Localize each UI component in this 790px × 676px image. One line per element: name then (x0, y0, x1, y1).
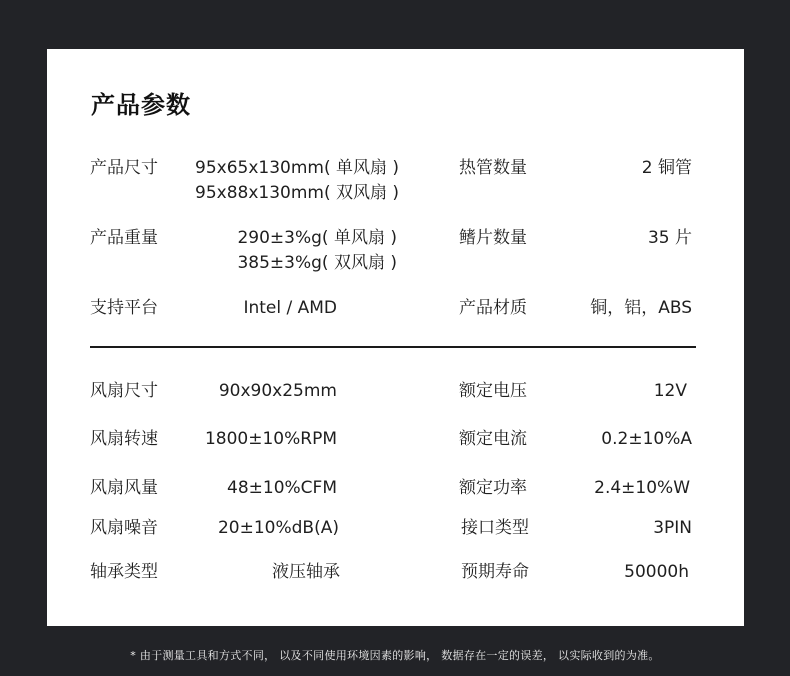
bearing-label: 轴承类型 (90, 562, 158, 582)
noise-label: 风扇噪音 (90, 518, 158, 538)
noise-value: 20±10%dB(A) (217, 518, 339, 538)
fan-speed-label: 风扇转速 (90, 429, 158, 449)
current-value: 0.2±10%A (601, 429, 692, 449)
lifespan-value: 50000h (624, 562, 689, 582)
size-single-value: 95x65x130mm( 单风扇 ) (195, 158, 400, 178)
heatpipe-value: 2 铜管 (641, 158, 692, 178)
connector-label: 接口类型 (461, 518, 529, 538)
fins-label: 鳍片数量 (459, 228, 527, 248)
airflow-label: 风扇风量 (90, 478, 158, 498)
fan-size-label: 风扇尺寸 (90, 381, 158, 401)
section-divider (90, 346, 696, 348)
heatpipe-label: 热管数量 (459, 158, 527, 178)
spec-card (47, 49, 744, 626)
weight-dual-value: 385±3%g( 双风扇 ) (237, 253, 397, 273)
voltage-label: 额定电压 (459, 381, 527, 401)
fan-size-value: 90x90x25mm (218, 381, 337, 401)
platform-label: 支持平台 (90, 298, 158, 318)
weight-label: 产品重量 (90, 228, 158, 248)
size-dual-value: 95x88x130mm( 双风扇 ) (195, 183, 400, 203)
airflow-value: 48±10%CFM (227, 478, 337, 498)
size-label: 产品尺寸 (90, 158, 158, 178)
lifespan-label: 预期寿命 (461, 562, 529, 582)
platform-value: Intel / AMD (243, 298, 337, 318)
power-label: 额定功率 (459, 478, 527, 498)
weight-single-value: 290±3%g( 单风扇 ) (237, 228, 397, 248)
fins-value: 35 片 (647, 228, 692, 248)
power-value: 2.4±10%W (594, 478, 690, 498)
bearing-value: 液压轴承 (272, 562, 340, 582)
page-title: 产品参数 (91, 91, 191, 119)
disclaimer-footnote: * 由于测量工具和方式不同， 以及不同使用环境因素的影响， 数据存在一定的误差， 以实际收到的为准。 (130, 649, 660, 662)
material-label: 产品材质 (459, 298, 527, 318)
material-value: 铜，铝，ABS (590, 298, 692, 318)
fan-speed-value: 1800±10%RPM (204, 429, 337, 449)
voltage-value: 12V (653, 381, 687, 401)
current-label: 额定电流 (459, 429, 527, 449)
connector-value: 3PIN (653, 518, 692, 538)
